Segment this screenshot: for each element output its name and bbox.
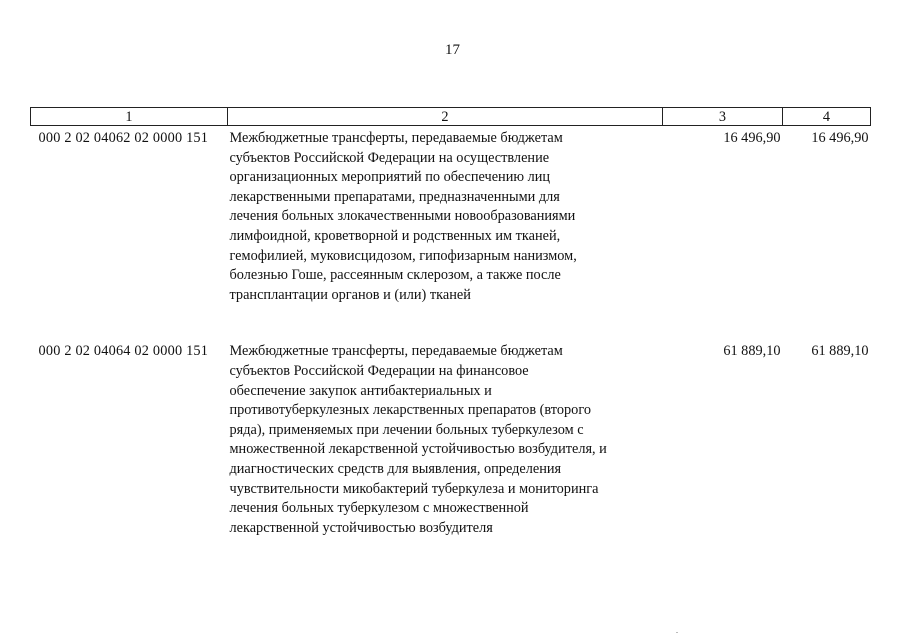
column-header-3: 3 <box>663 108 783 126</box>
table-header-row <box>31 108 871 126</box>
description-line: диагностических средств для выявления, определения <box>229 460 562 477</box>
description-line: Межбюджетные трансферты, передаваемые бюджетам <box>229 343 563 360</box>
page-number: 17 <box>445 42 460 58</box>
table-row <box>31 305 871 538</box>
column-header-4: 4 <box>783 108 871 126</box>
budget-table <box>30 107 871 538</box>
amount-column-4: 61 889,10 <box>811 343 869 360</box>
table-row <box>31 126 871 306</box>
item-description <box>228 126 663 306</box>
description-line: организационных мероприятий по обеспечению лиц <box>229 169 551 186</box>
description-line: трансплантации органов и (или) тканей <box>229 286 471 303</box>
item-description <box>228 305 663 538</box>
description-line: субъектов Российской Федерации на финансовое <box>229 362 529 379</box>
description-line: гемофилией, муковисцидозом, гипофизарным нанизмом, <box>229 247 577 264</box>
description-line: Межбюджетные трансферты, передаваемые бюджетам <box>229 130 563 146</box>
amount-column-4: 16 496,90 <box>811 130 869 146</box>
description-line: субъектов Российской Федерации на осуществление <box>229 149 550 166</box>
description-line: чувствительности микобактерий туберкулеза и мониторинга <box>229 480 599 497</box>
amount-column-3: 16 496,90 <box>723 130 781 146</box>
description-line: лечения больных туберкулезом с множественной <box>229 500 529 517</box>
column-header-1: 1 <box>31 108 228 126</box>
description-line: болезнью Гоше, рассеянным склерозом, а также после <box>229 267 561 284</box>
description-line: ряда), применяемых при лечении больных туберкулезом с <box>229 421 584 438</box>
description-line: противотуберкулезных лекарственных препаратов (второго <box>229 402 591 419</box>
scan-speck <box>676 632 678 633</box>
description-line: обеспечение закупок антибактериальных и <box>229 382 492 399</box>
description-line: лекарственными препаратами, предназначенными для <box>229 188 560 205</box>
budget-code: 000 2 02 04062 02 0000 151 <box>38 130 209 146</box>
description-line: лимфоидной, кроветворной и родственных им тканей, <box>229 227 561 244</box>
description-line: лечения больных злокачественными новообразованиями <box>229 208 576 225</box>
budget-code: 000 2 02 04064 02 0000 151 <box>38 343 209 360</box>
description-line: лекарственной устойчивостью возбудителя <box>229 519 493 536</box>
amount-column-3: 61 889,10 <box>723 343 781 360</box>
description-line: множественной лекарственной устойчивостью возбудителя, и <box>229 441 607 458</box>
column-header-2: 2 <box>228 108 663 126</box>
